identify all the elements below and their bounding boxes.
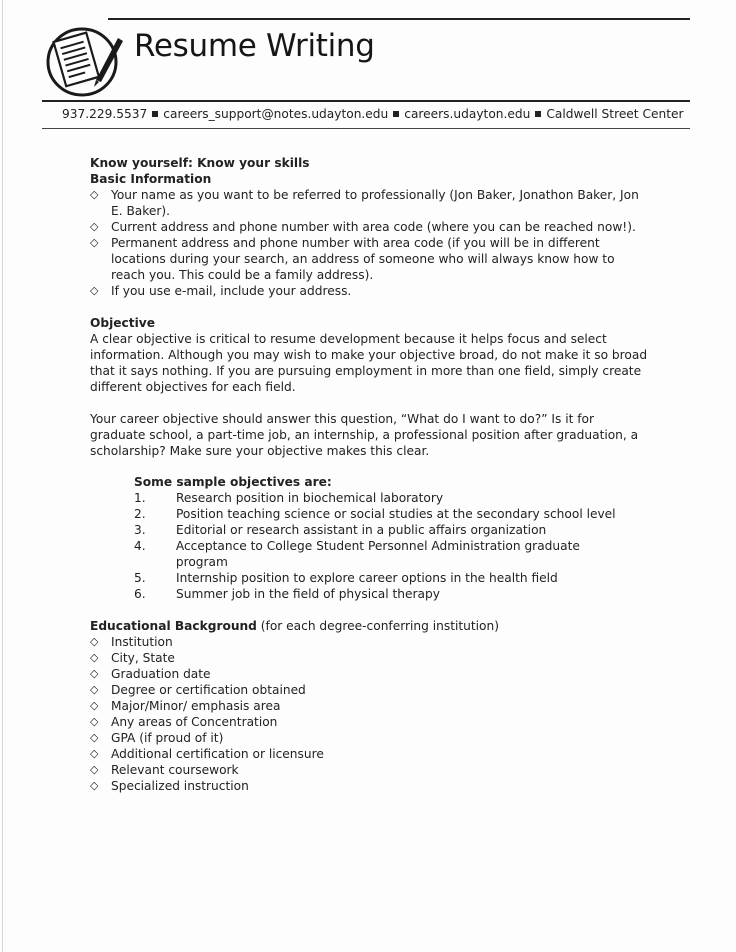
list-item: 2. Position teaching science or social studies at the secondary school level xyxy=(134,507,616,521)
list-item: ◇ Degree or certification obtained xyxy=(90,683,306,697)
list-item: 4. Acceptance to College Student Personnel Administration graduate program xyxy=(134,539,580,569)
section-heading: Objective xyxy=(90,316,155,330)
header-rule xyxy=(42,100,690,102)
contact-phone: 937.229.5537 xyxy=(62,107,148,121)
header-top-rule xyxy=(108,18,690,20)
diamond-bullet-icon: ◇ xyxy=(90,236,99,249)
list-item: ◇ Permanent address and phone number with area code (if you will be in different locations during your search, an address of someone who will always know how to reach you. This could be a family address). xyxy=(90,236,615,282)
list-item: 5. Internship position to explore career options in the health field xyxy=(134,571,558,585)
objective-paragraph-2: Your career objective should answer this question, “What do I want to do?” Is it for graduate school, a part-time job, an internship, a professional position after graduation, a scholarship? Make sure your objective makes this clear. xyxy=(90,412,639,458)
contact-website: careers.udayton.edu xyxy=(404,107,531,121)
contact-rule xyxy=(42,128,690,129)
diamond-bullet-icon: ◇ xyxy=(90,284,99,297)
contact-email: careers_support@notes.udayton.edu xyxy=(163,107,389,121)
square-bullet-icon xyxy=(535,111,541,117)
list-item: ◇ Your name as you want to be referred to professionally (Jon Baker, Jonathon Baker, Jon E. Baker). xyxy=(90,188,639,218)
diamond-bullet-icon: ◇ xyxy=(90,699,99,712)
list-item: 1. Research position in biochemical laboratory xyxy=(134,491,444,505)
list-item: ◇ Specialized instruction xyxy=(90,779,249,793)
list-item: ◇ Relevant coursework xyxy=(90,763,239,777)
list-item: ◇ Graduation date xyxy=(90,667,211,681)
resume-writing-logo-icon xyxy=(44,24,126,98)
education-section xyxy=(90,618,650,794)
square-bullet-icon xyxy=(393,111,399,117)
know-yourself-section xyxy=(90,155,650,299)
list-item: ◇ Institution xyxy=(90,635,173,649)
diamond-bullet-icon: ◇ xyxy=(90,779,99,792)
education-heading-line xyxy=(90,618,650,634)
list-item: ◇ Current address and phone number with area code (where you can be reached now!). xyxy=(90,220,636,234)
section-heading: Educational Background xyxy=(90,619,257,633)
diamond-bullet-icon: ◇ xyxy=(90,188,99,201)
objective-section xyxy=(90,315,650,459)
diamond-bullet-icon: ◇ xyxy=(90,763,99,776)
list-item: ◇ Any areas of Concentration xyxy=(90,715,278,729)
square-bullet-icon xyxy=(152,111,158,117)
list-item: 3. Editorial or research assistant in a public affairs organization xyxy=(134,523,547,537)
section-subheading: Basic Information xyxy=(90,172,212,186)
list-item: ◇ Additional certification or licensure xyxy=(90,747,324,761)
contact-line xyxy=(62,107,702,121)
diamond-bullet-icon: ◇ xyxy=(90,683,99,696)
diamond-bullet-icon: ◇ xyxy=(90,635,99,648)
diamond-bullet-icon: ◇ xyxy=(90,747,99,760)
sample-objectives xyxy=(134,474,634,602)
list-item: ◇ Major/Minor/ emphasis area xyxy=(90,699,281,713)
diamond-bullet-icon: ◇ xyxy=(90,667,99,680)
diamond-bullet-icon: ◇ xyxy=(90,651,99,664)
section-heading: Know yourself: Know your skills xyxy=(90,156,310,170)
list-item: ◇ If you use e-mail, include your address. xyxy=(90,284,352,298)
contact-location: Caldwell Street Center xyxy=(546,107,684,121)
objective-paragraph-1: A clear objective is critical to resume development because it helps focus and select information. Although you may wish to make your objective broad, do not make it so broad that it says nothing. If you are pursuing employment in more than one field, simply create different objectives for each field. xyxy=(90,332,648,394)
diamond-bullet-icon: ◇ xyxy=(90,220,99,233)
page-edge xyxy=(2,0,3,952)
education-note: (for each degree-conferring institution) xyxy=(260,619,499,633)
sample-objectives-heading: Some sample objectives are: xyxy=(134,475,332,489)
list-item: 6. Summer job in the field of physical therapy xyxy=(134,587,440,601)
page-title: Resume Writing xyxy=(134,28,375,64)
diamond-bullet-icon: ◇ xyxy=(90,731,99,744)
list-item: ◇ City, State xyxy=(90,651,175,665)
list-item: ◇ GPA (if proud of it) xyxy=(90,731,224,745)
diamond-bullet-icon: ◇ xyxy=(90,715,99,728)
